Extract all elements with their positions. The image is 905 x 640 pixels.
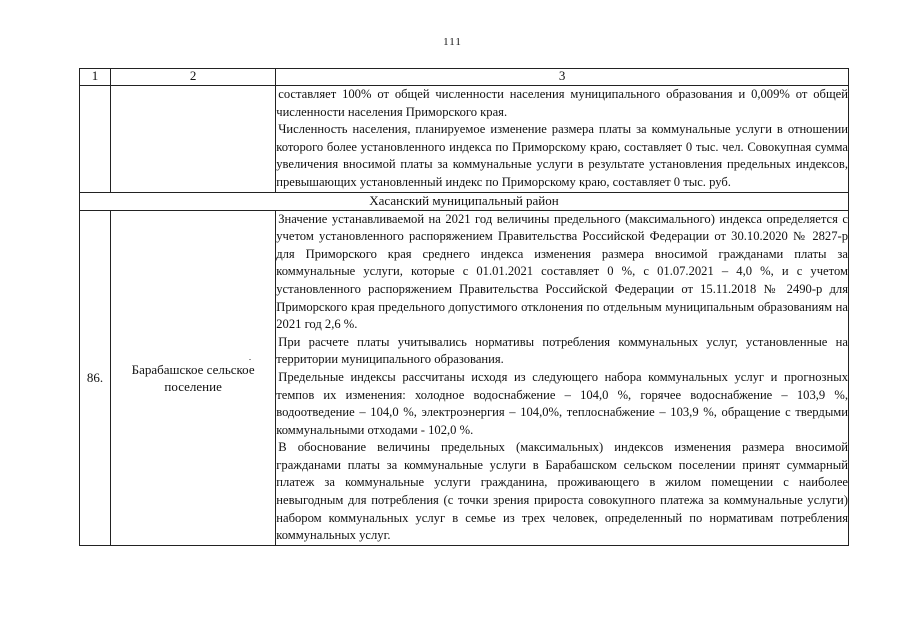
section-title: Хасанский муниципальный район (80, 192, 849, 210)
page-number: 111 (443, 36, 462, 48)
continuation-row (80, 86, 849, 193)
column-header-3: 3 (276, 69, 849, 86)
continuation-name-cell (111, 86, 276, 193)
row-paragraph: Значение устанавливаемой на 2021 год величины предельного (максимального) индекса определяется с учетом установленного распоряжением Правительства Российской Федерации от 30.10.2020 № 2827-р для Приморского края среднего индекса изменения размера вносимой гражданами платы за коммунальные услуги, которые с 01.01.2021 составляет 0 %, с 01.07.2021 – 4,0 %, и с учетом установленного распоряжением Правительства Российской Федерации от 15.11.2018 № 2490-р для Приморского края предельного допустимого отклонения по отдельным муниципальным образованиям на 2021 год 2,6 %. (276, 211, 848, 332)
document-table (79, 68, 849, 546)
row-text-cell (276, 210, 849, 545)
row-paragraph: В обоснование величины предельных (максимальных) индексов изменения размера вносимой гражданами платы за коммунальные услуги в Барабашском сельском поселении принят суммарный платеж за коммунальные услуги гражданина, проживающего в жилом помещении с наиболее невыгодным для потребления (с точки зрения прироста совокупного платежа за коммунальные услуги) набором коммунальных услуг в семье из трех человек, определенный по нормативам потребления коммунальных услуг. (276, 440, 848, 543)
continuation-text-cell (276, 86, 849, 193)
row-paragraph: Предельные индексы рассчитаны исходя из следующего набора коммунальных услуг и прогнозных темпов их изменения: холодное водоснабжение – 104,0 %, горячее водоснабжение – 103,9 %, водоотведение – 104,0 %, электроэнергия – 104,0%, теплоснабжение – 103,9 %, обращение с твердыми коммунальными отходами - 102,0 %. (276, 369, 848, 437)
column-header-1: 1 (80, 69, 111, 86)
continuation-paragraph: составляет 100% от общей численности населения муниципального образования и 0,009% от общей численности населения Приморского края. (276, 87, 848, 119)
row-number: 86. (80, 210, 111, 545)
table-header-row (80, 69, 849, 86)
row-paragraph: При расчете платы учитывались нормативы потребления коммунальных услуг, установленные на территории муниципального образования. (276, 334, 848, 367)
municipality-name: Барабашское сельское поселение (111, 210, 276, 545)
continuation-paragraph: Численность населения, планируемое изменение размера платы за коммунальные услуги в отношении которого более установленного индекса по Приморскому краю, составляет 0 тыс. чел. Совокупная сумма увеличения вносимой платы за коммунальные услуги в результате установления предельных индексов, превышающих установленный индекс по Приморскому краю, составляет 0 тыс. руб. (276, 122, 848, 189)
scan-speck (249, 359, 251, 360)
table-row (80, 210, 849, 545)
continuation-number-cell (80, 86, 111, 193)
column-header-2: 2 (111, 69, 276, 86)
section-row (80, 192, 849, 210)
